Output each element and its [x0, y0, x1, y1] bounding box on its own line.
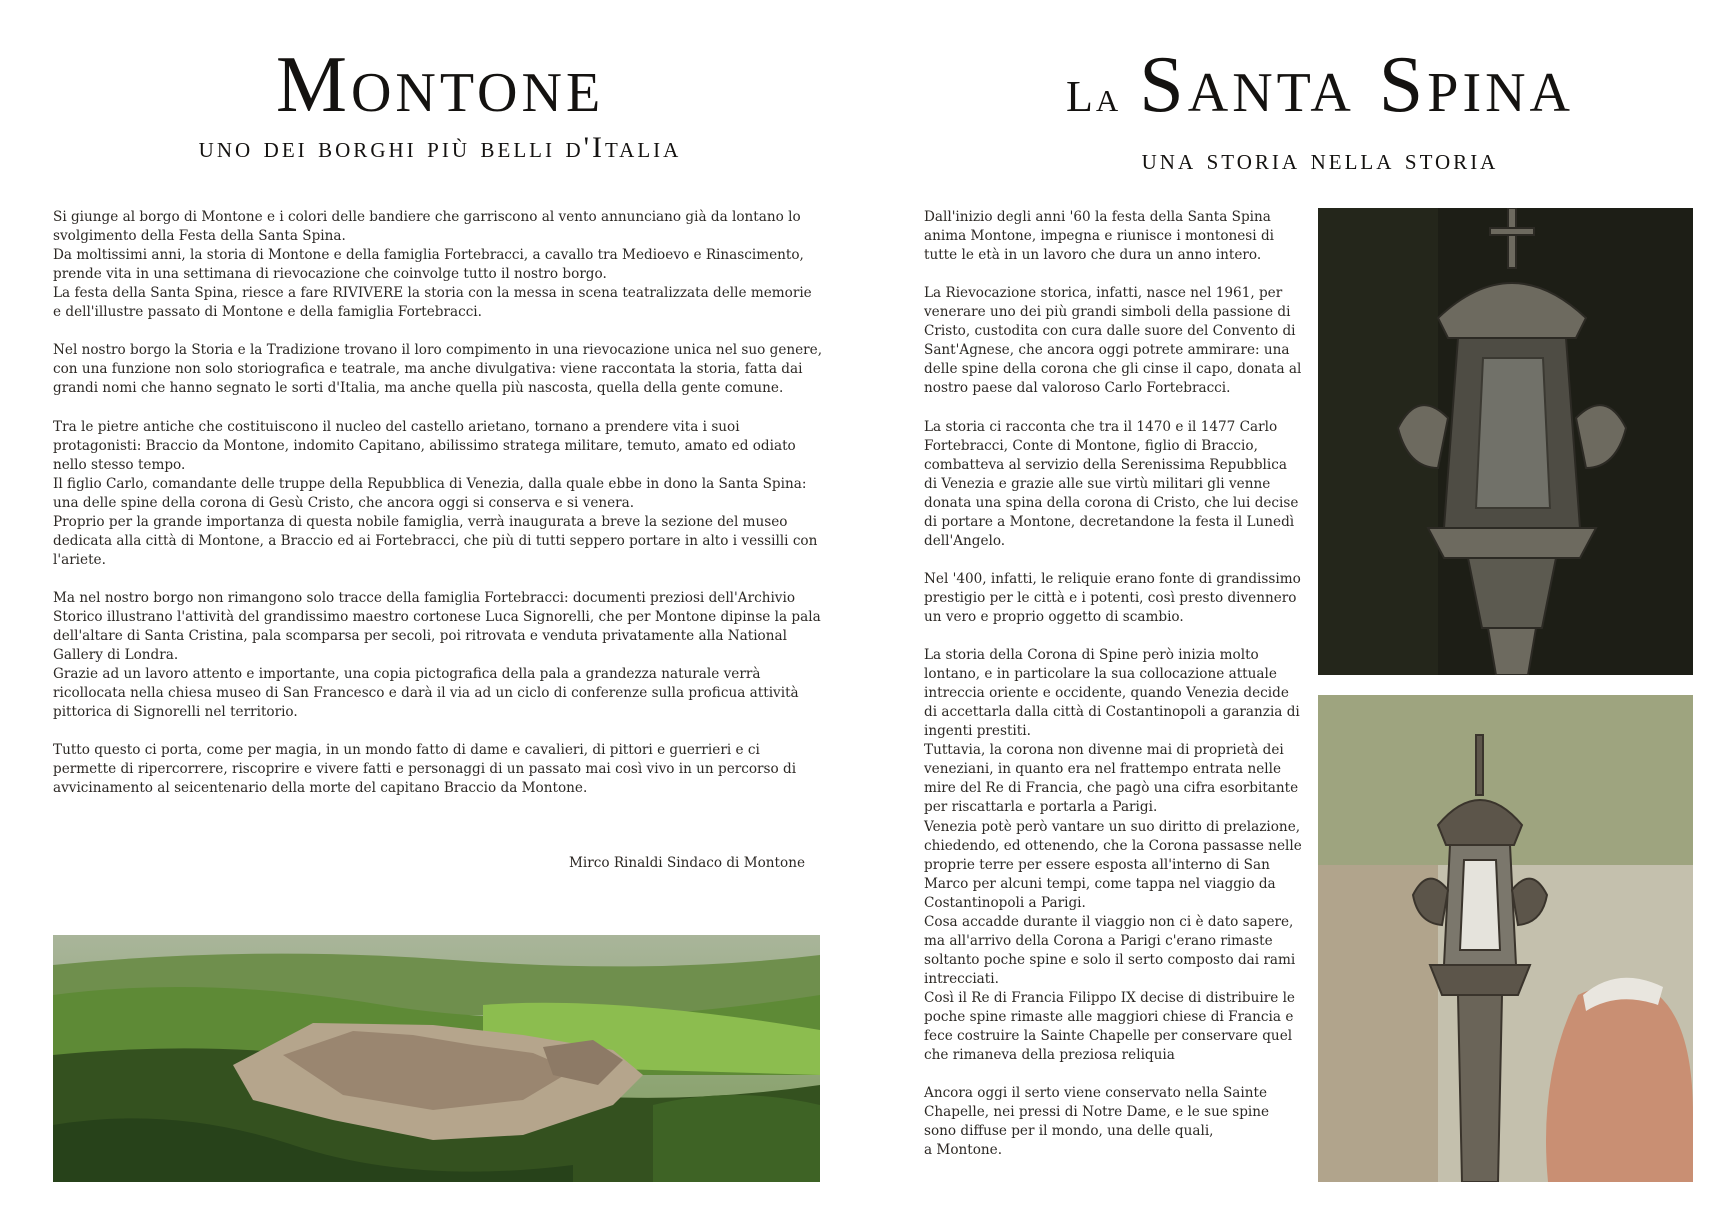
page-subtitle-storia: una storia nella storia — [1141, 143, 1499, 176]
montone-aerial-photo — [53, 935, 820, 1182]
right-paragraph-4: Nel '400, infatti, le reliquie erano fonte di grandissimo prestigio per le città e i potenti, così presto divennero un vero e proprio oggetto di scambio. — [924, 570, 1301, 625]
left-paragraph-2: Nel nostro borgo la Storia e la Tradizione trovano il loro compimento in una rievocazione unica nel suo genere, con una funzione non solo storiografica e teatrale, ma anche divulgativa: viene raccontata la storia, fatta dai grandi nomi che hanno segnato le sorti d'Italia, ma anche quella più nascosta, quella della gente comune. — [53, 342, 823, 397]
right-article — [924, 208, 1304, 1179]
right-paragraph-2: La Rievocazione storica, infatti, nasce nel 1961, per venerare uno dei più grandi simboli della passione di Cristo, custodita con cura dalle suore del Convento di Sant'Agnese, che ancora oggi potrete ammirare: una delle spine della corona che gli cinse il capo, donata al nostro paese dal valoroso Carlo Fortebracci. — [924, 285, 1302, 397]
title-main: Santa Spina — [1139, 41, 1574, 129]
right-paragraph-1: Dall'inizio degli anni '60 la festa della Santa Spina anima Montone, impegna e riunisce i montonesi di tutte le età in un lavoro che dura un anno intero. — [924, 209, 1274, 264]
left-paragraph-1: Si giunge al borgo di Montone e i colori delle bandiere che garriscono al vento annunciano già da lontano lo svolgimento della Festa della Santa Spina. Da moltissimi anni, la storia di Montone e della famiglia Fortebracci, a cavallo tra Medioevo e Rinascimento, prende vita in una settimana di rievocazione che coinvolge tutto il nostro borgo. La festa della Santa Spina, riesce a fare RIVIVERE la storia con la messa in scena teatralizzata delle memorie e dell'illustre passato di Montone e della famiglia Fortebracci. — [53, 209, 812, 321]
right-paragraph-5: La storia della Corona di Spine però inizia molto lontano, e in particolare la sua collocazione attuale intreccia oriente e occidente, quando Venezia decide di accettarla dalla città di Costantinopoli a garanzia di ingenti prestiti. Tuttavia, la corona non divenne mai di proprietà dei veneziani, in quanto era nel frattempo entrata nelle mire del Re di Francia, che pagò una cifra esorbitante per riscattarla e portarla a Parigi. Venezia potè però vantare un suo diritto di prelazione, chiedendo, ed ottenendo, che la Corona passasse nelle proprie terre per essere esposta all'interno di San Marco per alcuni tempi, come tappa nel viaggio da Costantinopoli a Parigi. Cosa accadde durante il viaggio non ci è dato sapere, ma all'arrivo della Corona a Parigi c'erano rimaste soltanto poche spine e solo il serto composto dai rami intrecciati. Così il Re di Francia Filippo IX decise di distribuire le poche spine rimaste alle maggiori chiese di Francia e fece costruire la Sainte Chapelle per conservare quel che rimaneva della preziosa reliquia — [924, 647, 1302, 1064]
reliquary-illustration — [1318, 208, 1693, 675]
left-paragraph-3: Tra le pietre antiche che costituiscono il nucleo del castello arietano, tornano a prendere vita i suoi protagonisti: Braccio da Montone, indomito Capitano, abilissimo stratega militare, temuto, amato ed odiato nello stesso tempo. Il figlio Carlo, comandante delle truppe della Repubblica di Venezia, dalla quale ebbe in dono la Santa Spina: una delle spine della corona di Gesù Cristo, che ancora oggi si conserva e si venera. Proprio per la grande importanza di questa nobile famiglia, verrà inaugurata a breve la sezione del museo dedicata alla città di Montone, a Braccio ed ai Fortebracci, che più di tutti seppero portare in alto i vessilli con l'ariete. — [53, 418, 818, 568]
reliquary-photo-bottom — [1318, 695, 1693, 1182]
left-title-block — [60, 40, 820, 166]
title-prefix: La — [1066, 72, 1122, 121]
landscape-illustration — [53, 935, 820, 1182]
reliquary-photo-top — [1318, 208, 1693, 675]
signature: Mirco Rinaldi Sindaco di Montone — [568, 855, 805, 871]
right-title-block — [960, 40, 1680, 178]
left-paragraph-5: Tutto questo ci porta, come per magia, in un mondo fatto di dame e cavalieri, di pittori e guerrieri e ci permette di ripercorrere, riscoprire e vivere fatti e personaggi di un passato mai così vivo in un percorso di avvicinamento al seicentenario della morte del capitano Braccio da Montone. — [53, 742, 797, 797]
left-article — [53, 208, 823, 818]
reliquary-held-illustration — [1318, 695, 1693, 1182]
page-title-santa-spina — [960, 40, 1680, 142]
page-title-montone: Montone — [275, 41, 605, 129]
right-paragraph-6: Ancora oggi il serto viene conservato nella Sainte Chapelle, nei pressi di Notre Dame, e le sue spine sono diffuse per il mondo, una delle quali, a Montone. — [924, 1085, 1270, 1159]
page-subtitle-borghi: uno dei borghi più belli d'Italia — [198, 131, 682, 164]
left-paragraph-4: Ma nel nostro borgo non rimangono solo tracce della famiglia Fortebracci: documenti preziosi dell'Archivio Storico illustrano l'attività del grandissimo maestro cortonese Luca Signorelli, che per Montone dipinse la pala dell'altare di Santa Cristina, pala scomparsa per secoli, poi ritrovata e venduta privatamente alla National Gallery di Londra. Grazie ad un lavoro attento e importante, una copia pictografica della pala a grandezza naturale verrà ricollocata nella chiesa museo di San Francesco e darà il via ad un ciclo di conferenze sulla proficua attività pittorica di Signorelli nel territorio. — [53, 589, 821, 721]
right-paragraph-3: La storia ci racconta che tra il 1470 e il 1477 Carlo Fortebracci, Conte di Montone, figlio di Braccio, combatteva al servizio della Serenissima Repubblica di Venezia e grazie alle sue virtù militari gli venne donata una spina della corona di Cristo, che lui decise di portare a Montone, decretandone la festa il Lunedì dell'Angelo. — [924, 418, 1299, 549]
